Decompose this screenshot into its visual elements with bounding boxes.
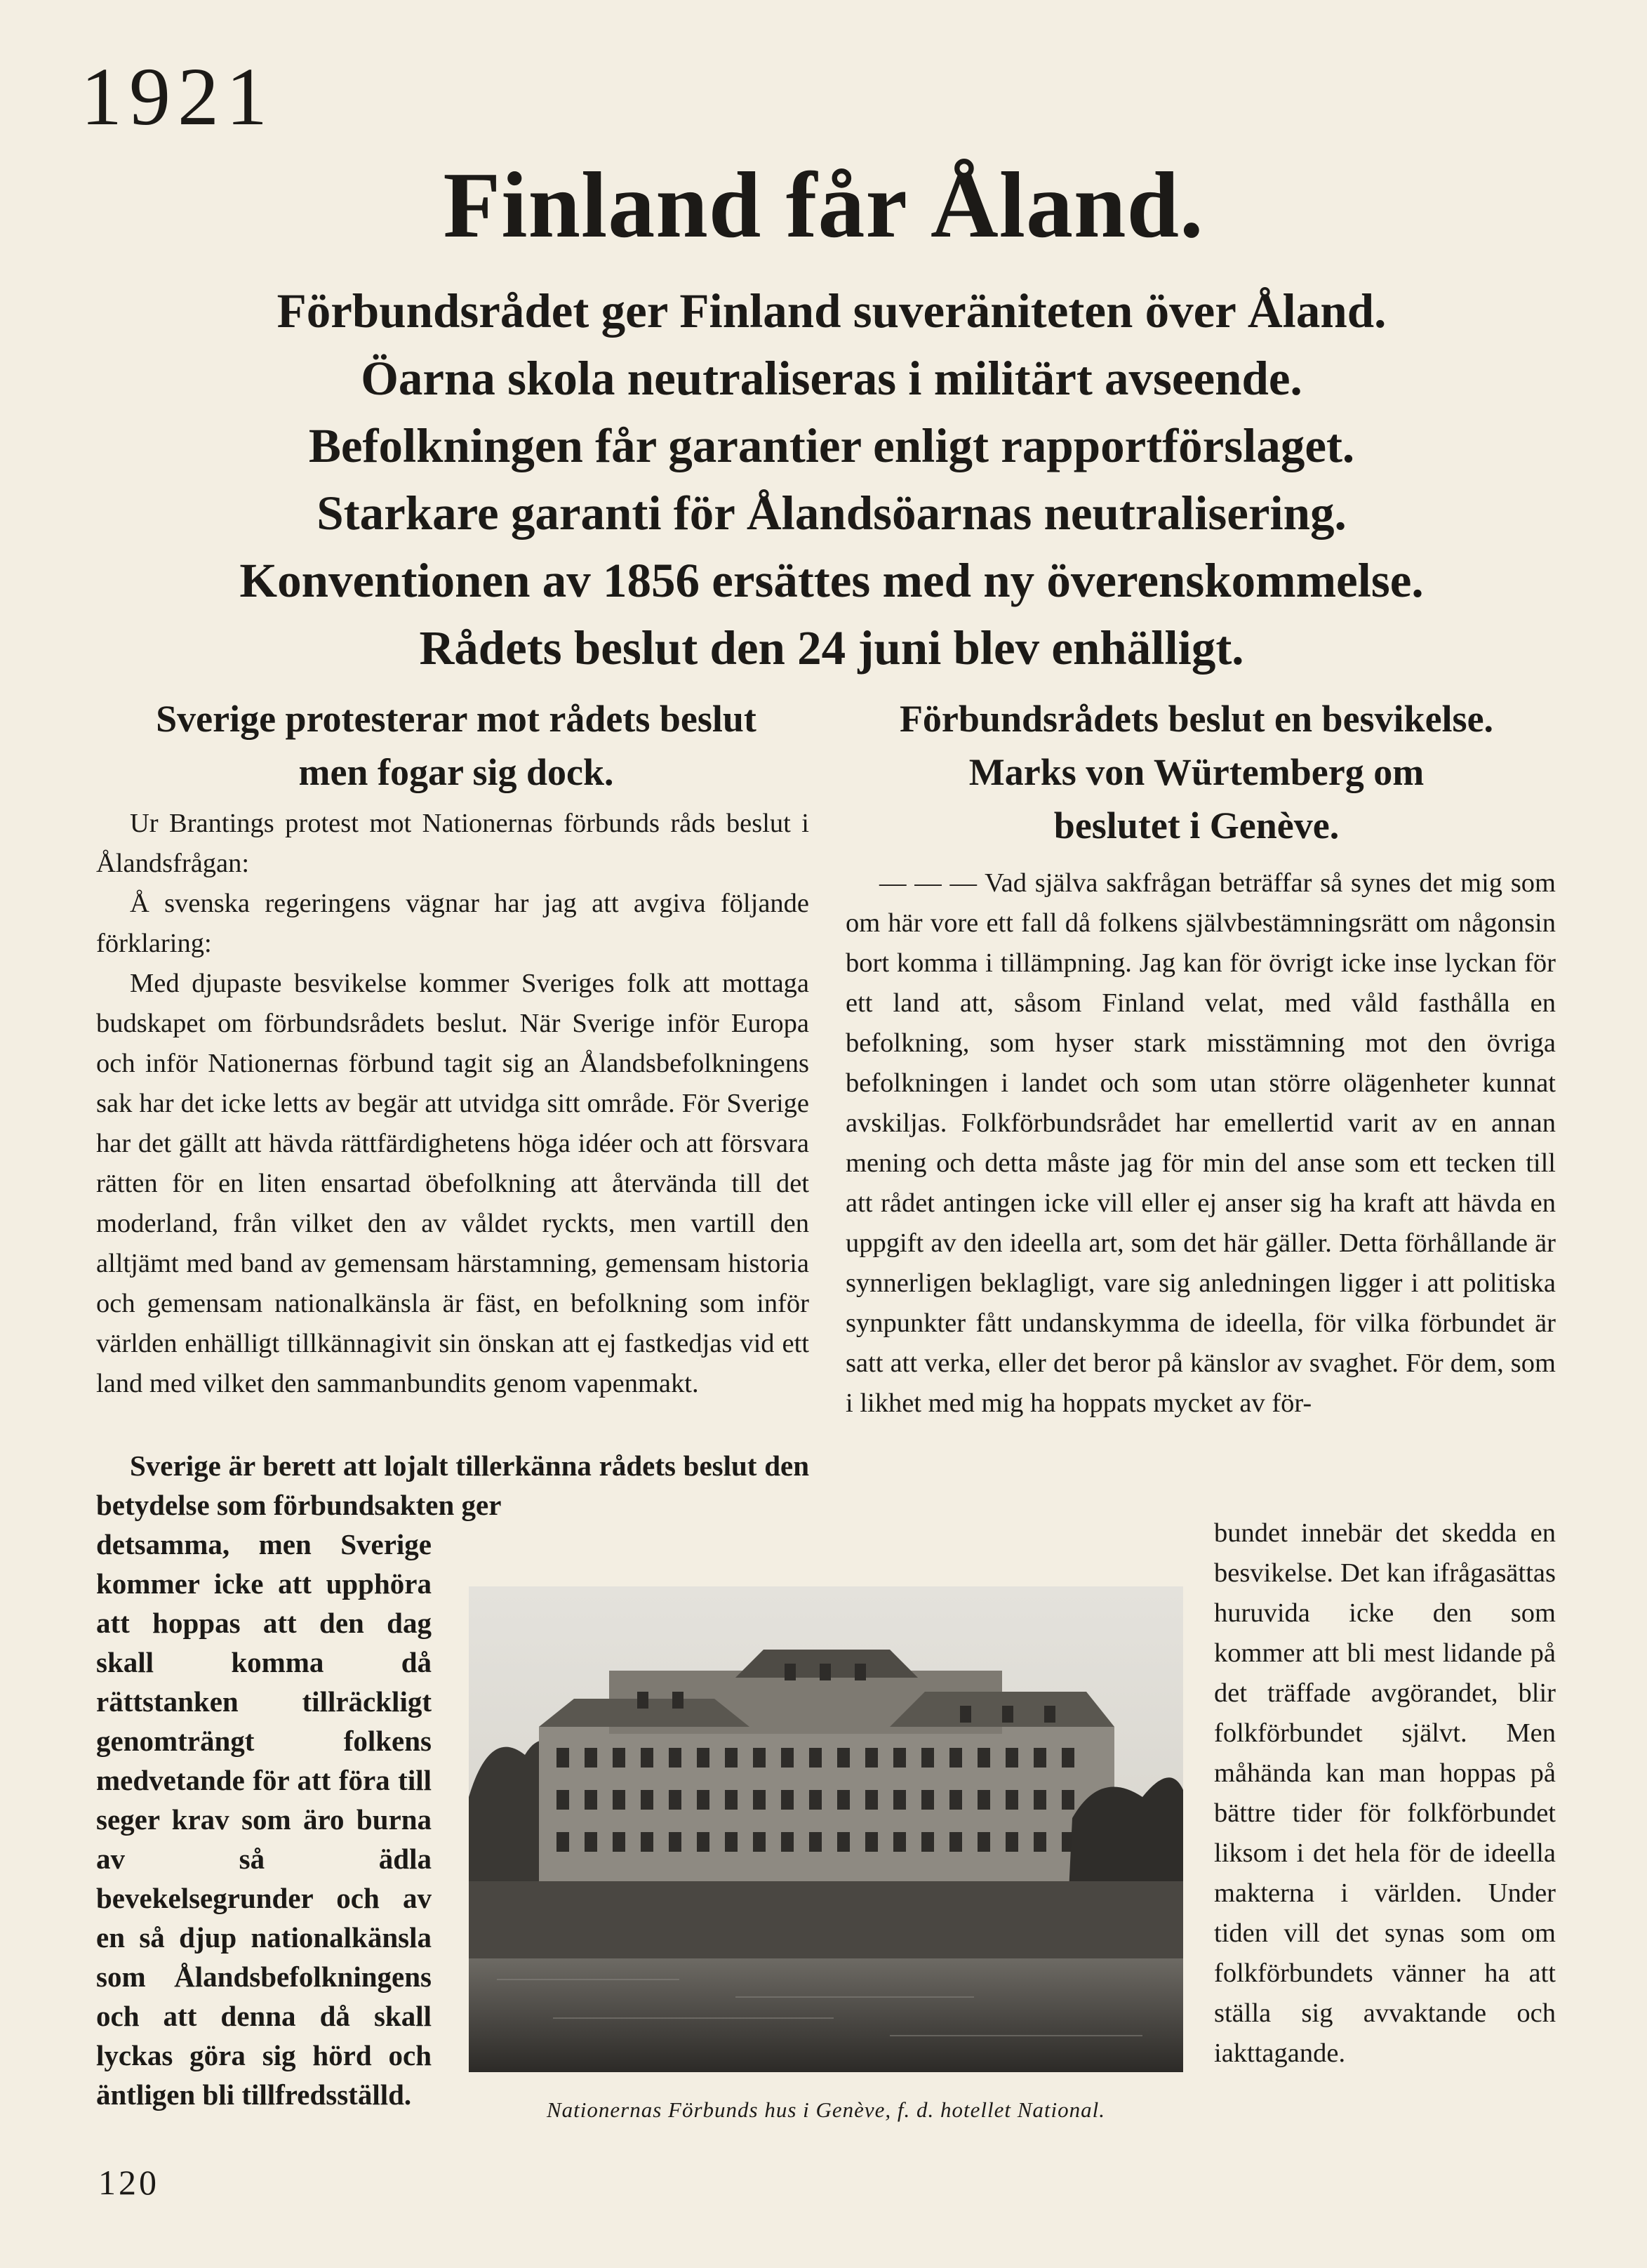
subheadline: Rådets beslut den 24 juni blev enhälligt. [419,621,1244,675]
subheadline: Öarna skola neutraliseras i militärt avseende. [361,352,1302,405]
subheadline: Förbundsrådet ger Finland suveräniteten över Åland. [276,284,1387,338]
left-column-heading [91,692,821,799]
year-heading: 1921 [81,51,274,142]
subheadline-block [84,277,1579,682]
heading-line: Förbundsrådets beslut en besvikelse. [899,698,1494,740]
paragraph: Å svenska regeringens vägnar har jag att avgiva följande förklaring: [96,889,809,958]
right-column-body: — — — Vad själva sakfrågan beträffar så synes det mig som om här vore ett fall då folkens självbestämningsrätt om någonsin bort komma i tillämpning. Jag kan för övrigt icke inse lyckan för ett land att, såsom Finland velat, med våld fasthålla en befolkning, som hyser stark misstämning mot den övriga befolkningen i landet och som utan större olägenheter kunnat avskiljas. Folkförbundsrådet har emellertid varit av en annan mening och detta måste jag för min del anse som ett tecken till att rådet antingen icke vill eller ej anser sig ha kraft att hävda en uppgift av den ideella art, som det här gäller. Detta förhållande är synnerligen beklagligt, vare sig anledningen ligger i att politiska synpunkter fått undanskymma de ideella, för vilka förbundet är satt att verka, eller det beror på känslor av svaghet. För dem, som i likhet med mig ha hoppats mycket av för- [846,868,1556,1418]
subheadline: Konventionen av 1856 ersättes med ny överenskommelse. [239,554,1424,607]
heading-line: beslutet i Genève. [1053,804,1340,847]
heading-line: men fogar sig dock. [298,751,614,793]
bold-statement-narrow: detsamma, men Sverige kommer icke att upphöra att hoppas att den dag skall komma då rättstanken tillräckligt genomträngt folkens medvetande för att föra till seger krav som äro burna av så ädla bevekelsegrunder och av en så djup nationalkänsla som Ålandsbefolkningens och att denna då skall lyckas göra sig hörd och äntligen bli tillfredsställd. [96,1528,432,2111]
page-number: 120 [98,2163,159,2202]
building-photo [469,1586,1183,2072]
heading-line: Sverige protesterar mot rådets beslut [156,698,756,740]
subheadline: Befolkningen får garantier enligt rapportförslaget. [308,419,1355,472]
heading-line: Marks von Würtemberg om [968,751,1425,793]
right-column-heading [828,692,1565,852]
subheadline: Starkare garanti för Ålandsöarnas neutralisering. [316,486,1347,540]
main-headline: Finland får Åland. [443,153,1204,257]
intro-paragraph: Ur Brantings protest mot Nationernas förbunds råds beslut i Ålandsfrågan: [96,809,809,878]
paragraph: Med djupaste besvikelse kommer Sveriges folk att mottaga budskapet om förbundsrådets beslut. När Sverige inför Europa och inför Nationernas förbund tagit sig an Ålandsbefolkningens sak har det icke letts av begär att utvidga sitt område. För Sverige har det gällt att hävda rättfärdighetens höga idéer och att försvara rätten för en liten ensartad öbefolkning att återvända till det moderland, från vilket den av våldet ryckts, men vartill den alltjämt med band av gemensam härstamning, gemensam historia och gemensam nationalkänsla är fäst, en befolkning som inför världen enhälligt tillkännagivit sin önskan att ej fastkedjas vid ett land med vilket den sammanbundits genom vapenmakt. [96,969,809,1398]
bold-statement-wide: Sverige är berett att lojalt tillerkänna rådets beslut den betydelse som förbundsakten ger [96,1450,809,1521]
right-column-body-narrow: bundet innebär det skedda en besvikelse. Det kan ifrågasättas huruvida icke den som kommer att bli mest lidande på det träffade avgörandet, blir folkförbundet självt. Men måhända kan man hoppas på bättre tider för folkförbundet liksom i det hela för de ideella makterna i världen. Under tiden vill det synas som om folkförbundets vänner ha att ställa sig avvaktande och iakttagande. [1214,1518,1556,2068]
left-column-body [96,804,809,1404]
photo-caption: Nationernas Förbunds hus i Genève, f. d. hotellet National. [546,2097,1106,2122]
